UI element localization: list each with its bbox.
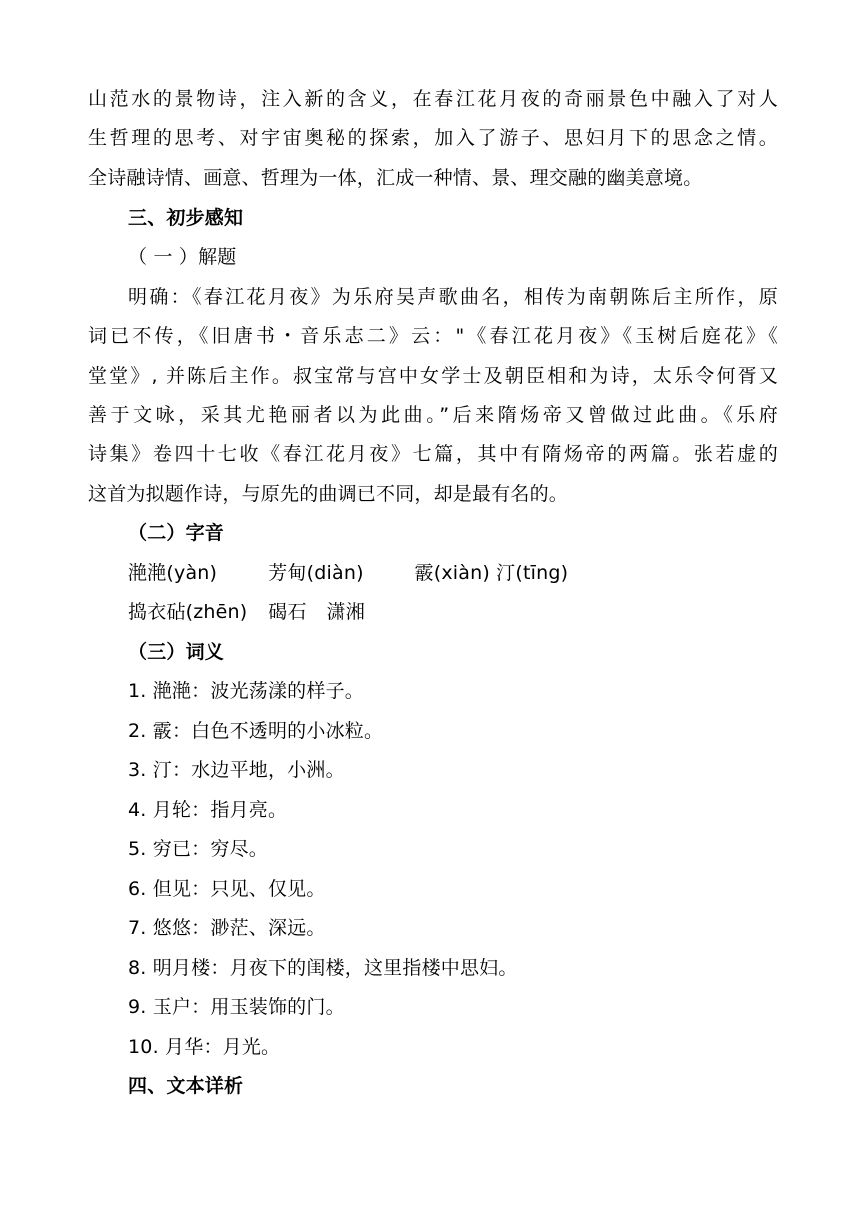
vocab-item: 8. 明月楼：月夜下的闺楼，这里指楼中思妇。 — [128, 957, 518, 979]
pronunciation-item: 霰(xiàn) 汀(tīng) — [414, 562, 569, 584]
pronunciation-item: 潇湘 — [326, 601, 365, 623]
explain-line-5: 诗集》卷四十七收《春江花月夜》七篇，其中有隋炀帝的两篇。张若虚的 — [88, 443, 778, 465]
subsection-1-heading: （ 一 ）解题 — [128, 246, 237, 268]
pronunciation-item: 捣衣砧(zhēn) — [128, 601, 248, 623]
vocab-item: 4. 月轮：指月亮。 — [128, 799, 288, 821]
vocab-item: 7. 悠悠：渺茫、深远。 — [128, 917, 326, 939]
section-4-heading: 四、文本详析 — [128, 1075, 244, 1097]
vocab-item: 5. 穷已：穷尽。 — [128, 838, 268, 860]
intro-line-2: 生哲理的思考、对宇宙奥秘的探索，加入了游子、思妇月下的思念之情。 — [88, 127, 778, 149]
vocab-item: 9. 玉户：用玉装饰的门。 — [128, 996, 345, 1018]
vocab-item: 2. 霰：白色不透明的小冰粒。 — [128, 720, 384, 742]
pronunciation-item: 滟滟(yàn) — [128, 562, 218, 584]
vocab-item: 1. 滟滟：波光荡漾的样子。 — [128, 680, 364, 702]
vocab-item: 10. 月华：月光。 — [128, 1036, 281, 1058]
subsection-3-heading: （三）词义 — [128, 641, 225, 663]
pronunciation-row-2 — [128, 599, 818, 625]
explain-line-4: 善于文咏，采其尤艳丽者以为此曲。”后来隋炀帝又曾做过此曲。《乐府 — [88, 404, 778, 426]
explain-line-6: 这首为拟题作诗，与原先的曲调已不同，却是最有名的。 — [88, 483, 569, 505]
explain-line-2: 词已不传，《旧唐书・音乐志二》云："《春江花月夜》《玉树后庭花》《 — [88, 325, 778, 347]
subsection-2-heading: （二）字音 — [128, 522, 225, 544]
intro-line-1: 山范水的景物诗，注入新的含义，在春江花月夜的奇丽景色中融入了对人 — [88, 88, 778, 110]
intro-line-3: 全诗融诗情、画意、哲理为一体，汇成一种情、景、理交融的幽美意境。 — [88, 167, 703, 189]
pronunciation-row-1 — [128, 560, 818, 586]
explain-line-3: 堂堂》, 并陈后主作。叔宝常与宫中女学士及朝臣相和为诗，太乐令何胥又 — [88, 365, 778, 387]
section-3-heading: 三、初步感知 — [128, 207, 244, 229]
vocab-item: 3. 汀：水边平地，小洲。 — [128, 759, 345, 781]
pronunciation-item: 碣石 — [268, 601, 307, 623]
vocab-item: 6. 但见：只见、仅见。 — [128, 878, 326, 900]
pronunciation-item: 芳甸(diàn) — [268, 562, 364, 584]
explain-line-1: 明确：《春江花月夜》为乐府吴声歌曲名，相传为南朝陈后主所作，原 — [128, 286, 778, 308]
